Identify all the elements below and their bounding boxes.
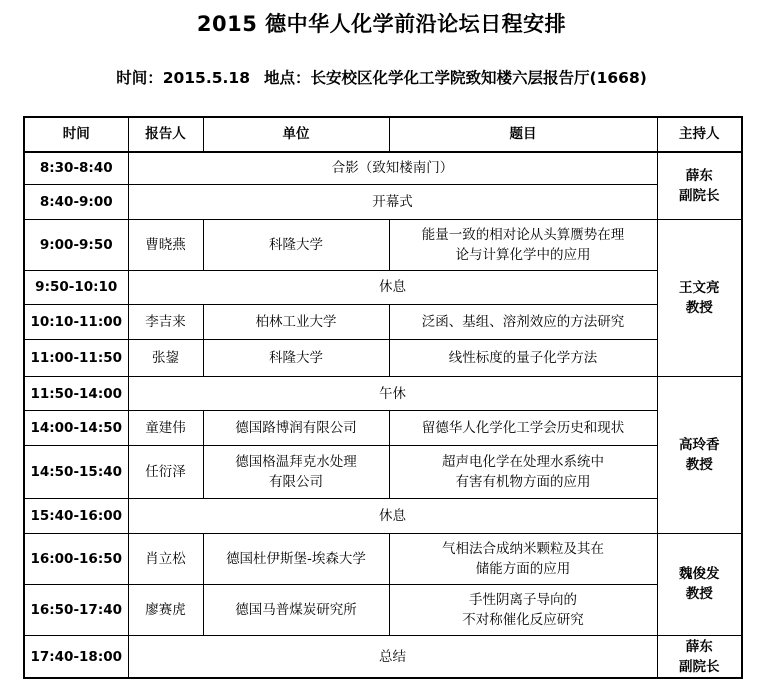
time-value: 2015.5.18 — [162, 69, 250, 87]
table-row — [24, 340, 742, 377]
header-topic: 题目 — [389, 117, 657, 152]
host-cell — [657, 219, 742, 376]
place-label: 地点： — [263, 69, 311, 87]
topic-cell — [389, 533, 657, 584]
host-name: 王文亮 — [679, 279, 720, 296]
event-cell: 午休 — [128, 376, 657, 411]
time-cell: 16:00-16:50 — [24, 533, 128, 584]
speaker-cell: 曹晓燕 — [128, 219, 203, 270]
place-value: 长安校区化学化工学院致知楼六层报告厅(1668) — [310, 69, 647, 87]
topic-line: 有害有机物方面的应用 — [455, 474, 591, 491]
speaker-cell: 任衍泽 — [128, 446, 203, 499]
header-host: 主持人 — [657, 117, 742, 152]
topic-line: 储能方面的应用 — [475, 560, 571, 577]
host-title: 教授 — [685, 299, 713, 316]
unit-cell: 柏林工业大学 — [203, 305, 389, 340]
topic-cell — [389, 446, 657, 499]
speaker-cell: 肖立松 — [128, 533, 203, 584]
speaker-cell: 李吉来 — [128, 305, 203, 340]
table-row — [24, 411, 742, 446]
table-row — [24, 584, 742, 635]
schedule-table — [23, 116, 743, 679]
unit-cell: 科隆大学 — [203, 340, 389, 377]
unit-cell: 德国路博润有限公司 — [203, 411, 389, 446]
table-row — [24, 219, 742, 270]
host-cell — [657, 152, 742, 219]
host-cell — [657, 376, 742, 533]
topic-cell: 留德华人化学化工学会历史和现状 — [389, 411, 657, 446]
host-name: 高玲香 — [679, 436, 720, 453]
host-name: 魏俊发 — [679, 566, 720, 583]
host-title: 教授 — [685, 456, 713, 473]
time-cell: 14:50-15:40 — [24, 446, 128, 499]
time-cell: 16:50-17:40 — [24, 584, 128, 635]
time-cell: 9:50-10:10 — [24, 270, 128, 305]
topic-line: 超声电化学在处理水系统中 — [442, 454, 604, 471]
table-row — [24, 270, 742, 305]
host-title: 副院长 — [679, 658, 720, 675]
topic-cell: 线性标度的量子化学方法 — [389, 340, 657, 377]
header-time: 时间 — [24, 117, 128, 152]
host-name: 薛东 — [685, 638, 713, 655]
topic-cell: 泛函、基组、溶剂效应的方法研究 — [389, 305, 657, 340]
time-cell: 11:50-14:00 — [24, 376, 128, 411]
header-unit: 单位 — [203, 117, 389, 152]
speaker-cell: 童建伟 — [128, 411, 203, 446]
time-cell: 17:40-18:00 — [24, 636, 128, 679]
table-row — [24, 305, 742, 340]
time-cell: 9:00-9:50 — [24, 219, 128, 270]
host-name: 薛东 — [685, 167, 713, 184]
topic-line: 论与计算化学中的应用 — [455, 246, 591, 263]
speaker-cell: 廖赛虎 — [128, 584, 203, 635]
unit-line: 德国格温拜克水处理 — [235, 454, 357, 471]
host-title: 教授 — [685, 586, 713, 603]
page-title: 2015 德中华人化学前沿论坛日程安排 — [196, 12, 567, 36]
time-cell: 8:30-8:40 — [24, 152, 128, 185]
speaker-cell: 张鋆 — [128, 340, 203, 377]
event-cell: 开幕式 — [128, 184, 657, 219]
time-cell: 15:40-16:00 — [24, 499, 128, 534]
event-cell: 总结 — [128, 636, 657, 679]
header-speaker: 报告人 — [128, 117, 203, 152]
host-cell — [657, 636, 742, 679]
event-cell: 休息 — [128, 499, 657, 534]
topic-line: 能量一致的相对论从头算赝势在理 — [421, 226, 625, 243]
event-info — [0, 66, 763, 88]
header-row — [24, 117, 742, 152]
table-row — [24, 533, 742, 584]
table-row — [24, 499, 742, 534]
table-row — [24, 184, 742, 219]
host-title: 副院长 — [679, 187, 720, 204]
unit-line: 有限公司 — [269, 474, 323, 491]
table-row — [24, 376, 742, 411]
topic-line: 手性阴离子导向的 — [469, 591, 577, 608]
topic-cell — [389, 219, 657, 270]
unit-cell: 德国杜伊斯堡-埃森大学 — [203, 533, 389, 584]
time-cell: 11:00-11:50 — [24, 340, 128, 377]
topic-cell — [389, 584, 657, 635]
unit-cell: 德国马普煤炭研究所 — [203, 584, 389, 635]
time-cell: 8:40-9:00 — [24, 184, 128, 219]
topic-line: 不对称催化反应研究 — [462, 611, 584, 628]
table-row — [24, 636, 742, 679]
event-cell: 休息 — [128, 270, 657, 305]
table-row — [24, 446, 742, 499]
time-cell: 14:00-14:50 — [24, 411, 128, 446]
topic-line: 气相法合成纳米颗粒及其在 — [442, 540, 604, 557]
table-row — [24, 152, 742, 185]
host-cell — [657, 533, 742, 635]
unit-cell: 科隆大学 — [203, 219, 389, 270]
time-label: 时间： — [116, 69, 163, 87]
event-cell: 合影（致知楼南门） — [128, 152, 657, 185]
unit-cell — [203, 446, 389, 499]
time-cell: 10:10-11:00 — [24, 305, 128, 340]
